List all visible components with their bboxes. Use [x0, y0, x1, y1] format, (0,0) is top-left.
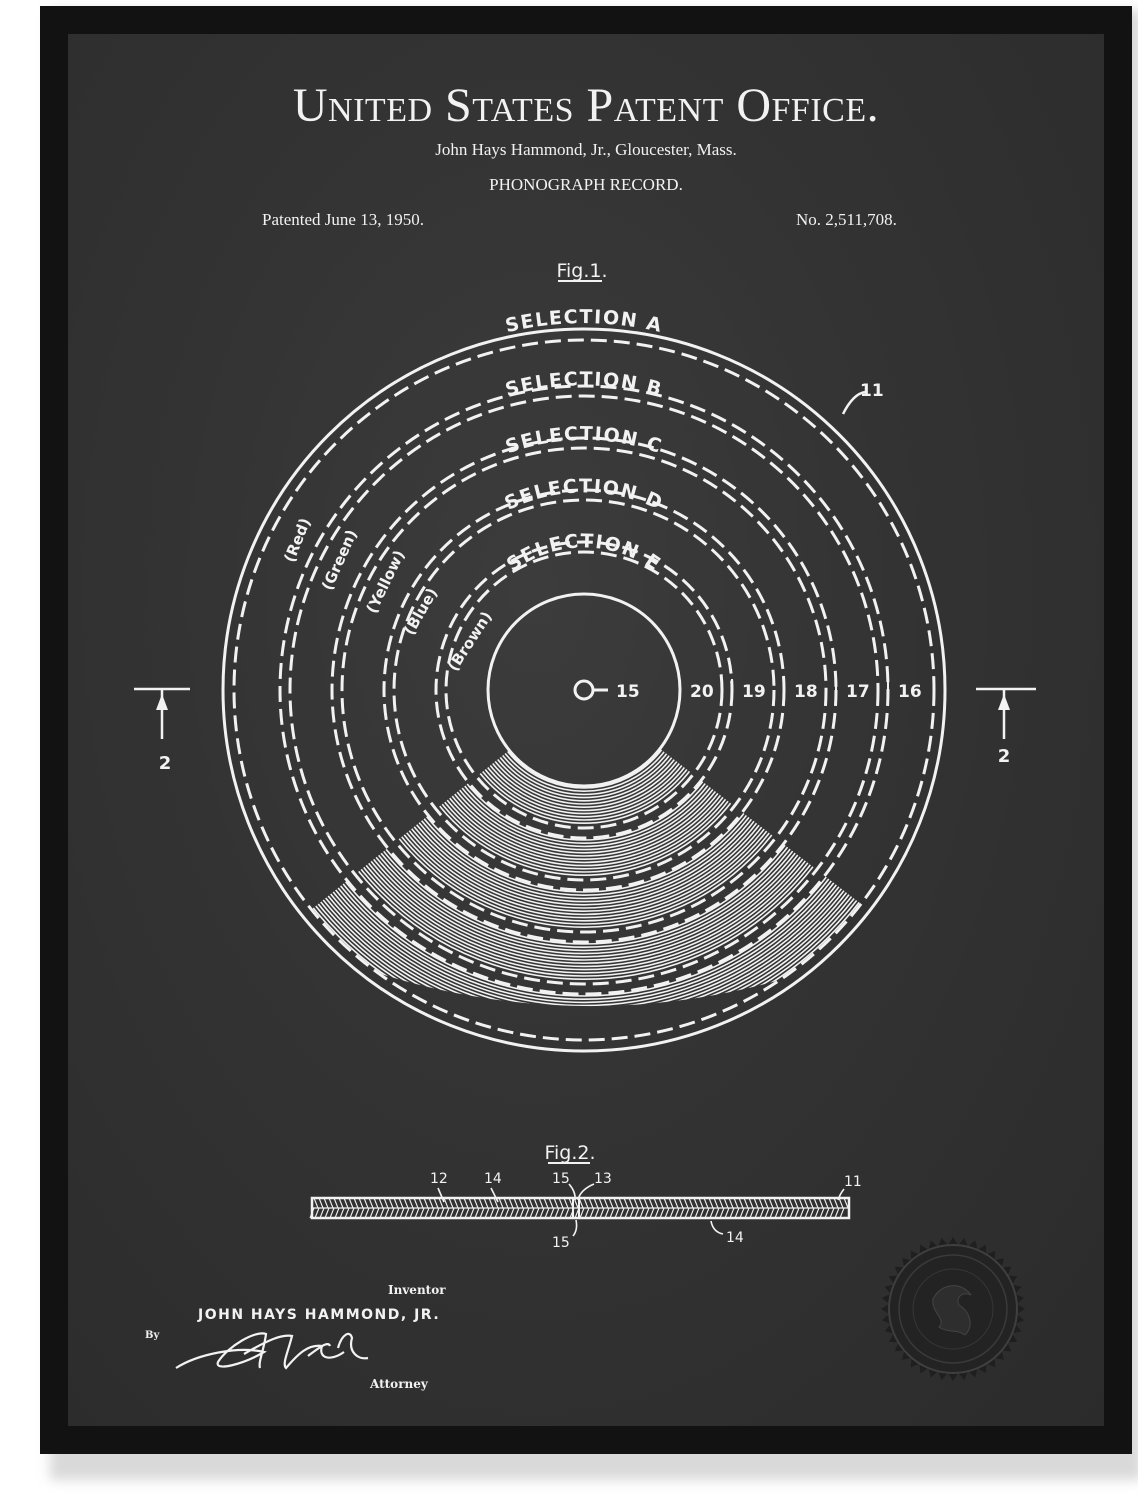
- inventor-name: JOHN HAYS HAMMOND, JR.: [198, 1307, 441, 1323]
- color-yellow-label: (Yellow): [362, 547, 409, 617]
- section-marker-left-label: 2: [158, 753, 172, 774]
- ref-15: 15: [616, 682, 640, 702]
- ref-16: 16: [898, 682, 922, 702]
- fig2-label: Fig.2.: [544, 1142, 596, 1164]
- attorney-label: Attorney: [370, 1377, 428, 1391]
- selection-e-label: SELECTION E: [502, 530, 666, 576]
- fig2-ref-14-bottom: 14: [726, 1230, 744, 1246]
- section-marker-right-label: 2: [997, 746, 1011, 767]
- patent-subject: PHONOGRAPH RECORD.: [489, 175, 683, 194]
- ref-17: 17: [846, 682, 870, 702]
- attorney-signature: [176, 1333, 368, 1368]
- fig2-reference-numbers: [430, 1171, 862, 1251]
- band-boundary-a-outer: [234, 340, 934, 1040]
- ref-20: 20: [690, 682, 714, 702]
- fig2-ref-13: 13: [594, 1171, 612, 1187]
- fig2-ref-11: 11: [844, 1174, 862, 1190]
- record-label-edge: [488, 594, 680, 786]
- fig2-ref-15-bottom: 15: [552, 1235, 570, 1251]
- spindle-hole: [575, 681, 593, 699]
- selection-d-label: SELECTION D: [501, 475, 667, 515]
- cross-section-drawing: [310, 1184, 849, 1236]
- color-red-label: (Red): [280, 515, 315, 565]
- fig2-ref-12: 12: [430, 1171, 448, 1187]
- band-boundary-de: [436, 542, 732, 838]
- patent-drawing: [68, 34, 1104, 1426]
- by-label: By: [145, 1330, 160, 1341]
- patent-seal-icon: [881, 1237, 1025, 1381]
- color-blue-label: (Blue): [400, 584, 442, 639]
- color-green-label: (Green): [318, 526, 361, 594]
- fig2-ref-15: 15: [552, 1171, 570, 1187]
- section-marker-right: [976, 689, 1036, 739]
- selection-labels: [501, 306, 666, 576]
- fig2-ref-14: 14: [484, 1171, 502, 1187]
- selection-c-label: SELECTION C: [502, 422, 666, 459]
- page-title: United States Patent Office.: [292, 79, 880, 132]
- section-marker-left: [134, 689, 190, 739]
- inventor-label: Inventor: [388, 1283, 446, 1297]
- selection-b-label: SELECTION B: [502, 368, 666, 402]
- patent-date: Patented June 13, 1950.: [262, 210, 424, 229]
- patent-number: No. 2,511,708.: [796, 210, 897, 229]
- ref-11: 11: [860, 381, 884, 401]
- selection-a-label: SELECTION A: [503, 306, 665, 338]
- fig1-label: Fig.1.: [556, 260, 608, 282]
- color-brown-label: (Brown): [443, 608, 496, 675]
- ref-19: 19: [742, 682, 766, 702]
- patent-print: [68, 34, 1104, 1426]
- inventor-line: John Hays Hammond, Jr., Gloucester, Mass.: [435, 140, 737, 159]
- reference-numbers: [616, 381, 922, 702]
- ref-18: 18: [794, 682, 818, 702]
